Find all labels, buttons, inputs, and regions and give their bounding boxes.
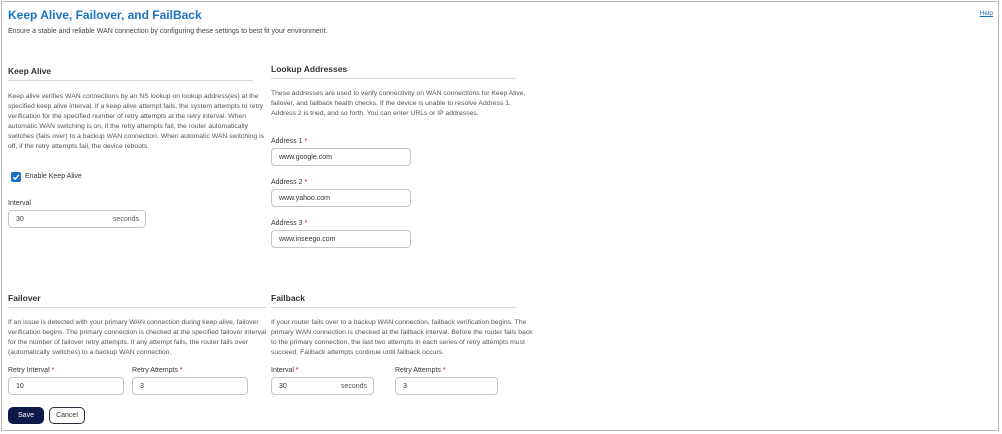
failover-heading: Failover xyxy=(8,293,41,303)
keep-alive-interval-label: Interval xyxy=(8,200,31,207)
failback-heading: Failback xyxy=(271,293,306,303)
cancel-button[interactable]: Cancel xyxy=(49,407,85,424)
check-icon xyxy=(12,173,20,181)
keep-alive-heading: Keep Alive xyxy=(8,66,52,76)
keep-alive-interval-unit: seconds xyxy=(112,215,139,223)
save-button[interactable]: Save xyxy=(8,407,44,424)
keep-alive-interval-value: 30 xyxy=(16,215,24,223)
enable-keep-alive-checkbox[interactable] xyxy=(11,172,21,182)
failover-description: If an issue is detected with your primary WAN connection during keep alive, failover verification begins. The primary connection is checked at the specified failover interval for the number of failover retry attempts. If any attempt fails, the router fails over (automatically switches) to a backup WAN connection. xyxy=(8,319,267,356)
failback-divider xyxy=(271,307,516,308)
failback-interval-input[interactable] xyxy=(271,377,374,395)
address-2-label: Address 2 * xyxy=(271,179,308,186)
lookup-addresses-heading: Lookup Addresses xyxy=(271,64,348,74)
address-1-value: www.google.com xyxy=(279,153,332,161)
failback-interval-value: 30 xyxy=(279,382,287,390)
page-title: Keep Alive, Failover, and FailBack xyxy=(8,8,202,22)
enable-keep-alive-label: Enable Keep Alive xyxy=(25,173,82,180)
address-3-label: Address 3 * xyxy=(271,220,308,227)
failover-divider xyxy=(8,307,266,308)
failover-retry-attempts-label: Retry Attempts * xyxy=(132,367,183,374)
failover-retry-attempts-value: 3 xyxy=(140,382,144,390)
page-description: Ensure a stable and reliable WAN connection by configuring these settings to best fit your environment. xyxy=(8,28,328,35)
failback-interval-unit: seconds xyxy=(340,382,367,390)
failback-description: If your router fails over to a backup WAN connection, failback verification begins. The primary WAN connection is checked at the failback interval. Before the router fails back to the primary connection, the last two attempts in each series of retry attempts must succeed. Failback attempts continue until failback occurs. xyxy=(271,319,533,356)
failover-retry-interval-input[interactable] xyxy=(8,377,124,395)
address-1-label: Address 1 * xyxy=(271,138,308,145)
lookup-addresses-description: These addresses are used to verify connectivity on WAN connections for Keep Alive, failover, and failback health checks. If the device is unable to resolve Address 1, Address 2 is tried, and so forth. You can enter URLs or IP addresses. xyxy=(271,90,526,117)
keep-alive-description: Keep alive verifies WAN connections by an NS lookup on lookup address(es) at the specified keep alive interval. If a keep alive attempt fails, the system attempts to retry verification for the specified number of retry attempts at the retry interval. When automatic WAN switching is on, if the retry attempts fail, the router automatically switches (fails over) to a backup WAN connection. When automatic WAN switching is off, if the retry attempts fail, the device reboots. xyxy=(8,93,264,150)
failover-retry-attempts-input[interactable] xyxy=(132,377,248,395)
keep-alive-interval-input[interactable] xyxy=(8,210,146,228)
retry-interval-label: Retry Interval * xyxy=(8,367,55,374)
failback-retry-attempts-value: 3 xyxy=(403,382,407,390)
failback-interval-label: Interval * xyxy=(271,367,299,374)
address-1-input[interactable] xyxy=(271,148,411,166)
failover-retry-interval-value: 10 xyxy=(16,382,24,390)
failback-retry-attempts-label: Retry Attempts * xyxy=(395,367,446,374)
failback-retry-attempts-input[interactable] xyxy=(395,377,498,395)
lookup-addresses-divider xyxy=(271,78,516,79)
address-2-value: www.yahoo.com xyxy=(279,194,330,202)
keep-alive-divider xyxy=(8,80,253,81)
address-2-input[interactable] xyxy=(271,189,411,207)
address-3-input[interactable] xyxy=(271,230,411,248)
help-link[interactable]: Help xyxy=(979,10,993,17)
address-3-value: www.inseego.com xyxy=(279,235,336,243)
